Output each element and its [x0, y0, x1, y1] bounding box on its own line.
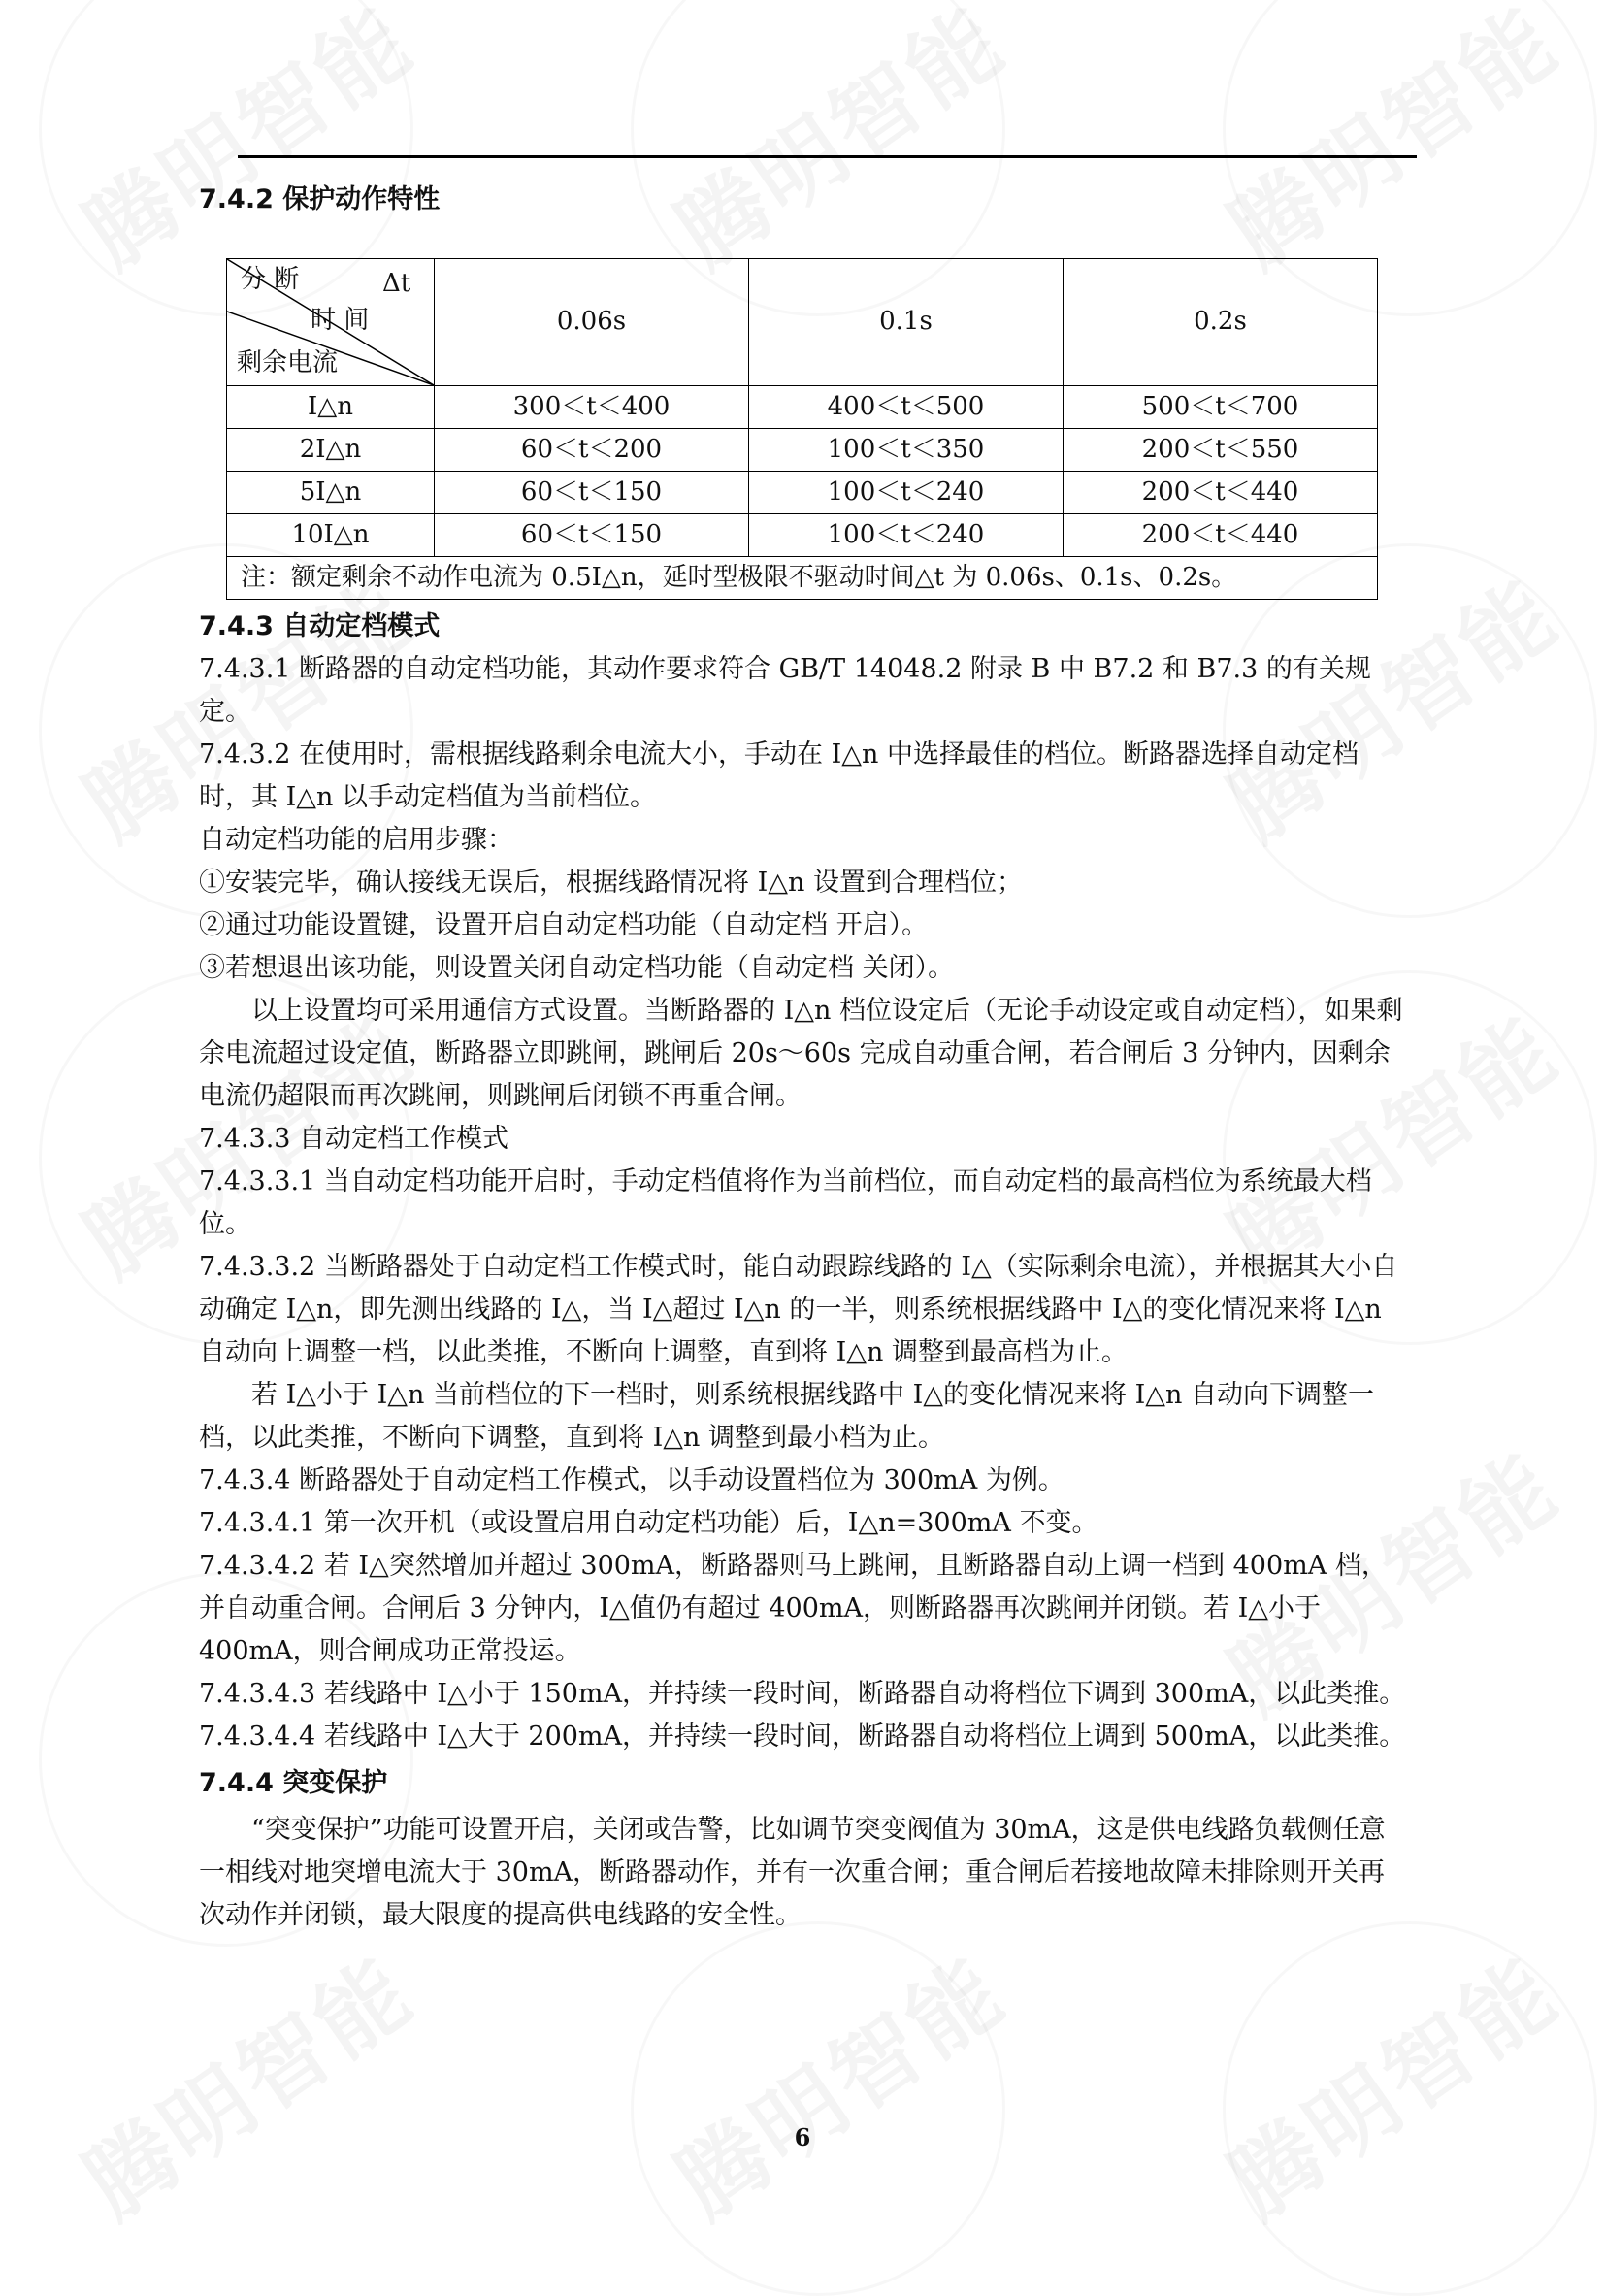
row-label: I△n	[227, 386, 435, 429]
paragraph: 若 I△小于 I△n 当前档位的下一档时，则系统根据线路中 I△的变化情况来将 I△n 自动向下调整一档，以此类推，不断向下调整，直到将 I△n 调整到最小档为止。	[199, 1380, 1374, 1453]
table-row	[227, 386, 1378, 429]
section-heading-7-4-3: 7.4.3 自动定档模式	[199, 611, 441, 641]
table-row	[227, 514, 1378, 557]
corner-label-time: 时 间	[311, 306, 370, 335]
header-rule	[238, 155, 1417, 158]
table-note-row	[227, 557, 1378, 600]
section-heading-7-4-4: 7.4.4 突变保护	[199, 1768, 388, 1798]
section-heading-7-4-2: 7.4.2 保护动作特性	[199, 184, 441, 214]
corner-label-break: 分 断	[241, 265, 300, 294]
protection-characteristics-table	[226, 258, 1378, 600]
column-header: 0.2s	[1063, 259, 1377, 386]
paragraph: 7.4.3.4 断路器处于自动定档工作模式，以手动设置档位为 300mA 为例。	[199, 1465, 1065, 1495]
diagonal-corner-cell	[227, 259, 435, 386]
paragraph: 7.4.3.1 断路器的自动定档功能，其动作要求符合 GB/T 14048.2 附录 B 中 B7.2 和 B7.3 的有关规定。	[199, 654, 1371, 727]
paragraph: 以上设置均可采用通信方式设置。当断路器的 I△n 档位设定后（无论手动设定或自动定档），如果剩余电流超过设定值，断路器立即跳闸，跳闸后 20s～60s 完成自动重合闸，若合闸后 3 分钟内，因剩余电流仍超限而再次跳闸，则跳闸后闭锁不再重合闸。	[199, 996, 1403, 1111]
paragraph: 7.4.3.4.2 若 I△突然增加并超过 300mA，断路器则马上跳闸，且断路器自动上调一档到 400mA 档，并自动重合闸。合闸后 3 分钟内，I△值仍有超过 400mA，则断路器再次跳闸并闭锁。若 I△小于 400mA，则合闸成功正常投运。	[199, 1551, 1388, 1666]
row-label: 10I△n	[227, 514, 435, 557]
table-cell: 300＜t＜400	[435, 386, 749, 429]
table-row	[227, 472, 1378, 514]
column-header: 0.06s	[435, 259, 749, 386]
step-item: ③若想退出该功能，则设置关闭自动定档功能（自动定档 关闭）。	[199, 953, 955, 983]
table-cell: 200＜t＜550	[1063, 429, 1377, 472]
paragraph: 7.4.3.4.4 若线路中 I△大于 200mA，并持续一段时间，断路器自动将档位上调到 500mA，以此类推。	[199, 1722, 1406, 1752]
corner-label-delta-t: Δt	[382, 269, 411, 298]
table-cell: 60＜t＜150	[435, 514, 749, 557]
table-note: 注：额定剩余不动作电流为 0.5I△n，延时型极限不驱动时间△t 为 0.06s、0.1s、0.2s。	[227, 557, 1378, 600]
table-cell: 400＜t＜500	[748, 386, 1063, 429]
column-header: 0.1s	[748, 259, 1063, 386]
table-cell: 100＜t＜240	[748, 472, 1063, 514]
paragraph: 7.4.3.4.1 第一次开机（或设置启用自动定档功能）后，I△n=300mA 不变。	[199, 1508, 1098, 1538]
row-label: 5I△n	[227, 472, 435, 514]
paragraph: “突变保护”功能可设置开启，关闭或告警，比如调节突变阀值为 30mA，这是供电线路负载侧任意一相线对地突增电流大于 30mA，断路器动作，并有一次重合闸；重合闸后若接地故障未排除则开关再次动作并闭锁，最大限度的提高供电线路的安全性。	[199, 1815, 1386, 1930]
table-cell: 100＜t＜240	[748, 514, 1063, 557]
steps-title: 自动定档功能的启用步骤：	[199, 825, 513, 855]
table-cell: 500＜t＜700	[1063, 386, 1377, 429]
table-cell: 100＜t＜350	[748, 429, 1063, 472]
paragraph: 7.4.3.3 自动定档工作模式	[199, 1124, 509, 1154]
step-item: ①安装完毕，确认接线无误后，根据线路情况将 I△n 设置到合理档位；	[199, 868, 1023, 898]
step-item: ②通过功能设置键，设置开启自动定档功能（自动定档 开启）。	[199, 910, 929, 940]
watermark	[1200, 1923, 1579, 2242]
watermark	[647, 1923, 1026, 2242]
table-cell: 60＜t＜150	[435, 472, 749, 514]
table-cell: 60＜t＜200	[435, 429, 749, 472]
paragraph: 7.4.3.2 在使用时，需根据线路剩余电流大小，手动在 I△n 中选择最佳的档位。断路器选择自动定档时，其 I△n 以手动定档值为当前档位。	[199, 739, 1359, 812]
table-cell: 200＜t＜440	[1063, 472, 1377, 514]
page-content	[199, 179, 1407, 1937]
table-row	[227, 429, 1378, 472]
watermark	[55, 1923, 434, 2242]
table-cell: 200＜t＜440	[1063, 514, 1377, 557]
table-header-row	[227, 259, 1378, 386]
page-number: 6	[794, 2123, 811, 2151]
row-label: 2I△n	[227, 429, 435, 472]
paragraph: 7.4.3.4.3 若线路中 I△小于 150mA，并持续一段时间，断路器自动将档位下调到 300mA，以此类推。	[199, 1679, 1406, 1709]
corner-label-residual-current: 剩余电流	[237, 348, 339, 377]
paragraph: 7.4.3.3.2 当断路器处于自动定档工作模式时，能自动跟踪线路的 I△（实际剩余电流），并根据其大小自动确定 I△n，即先测出线路的 I△，当 I△超过 I△n 的一半，则系统根据线路中 I△的变化情况来将 I△n 自动向上调整一档，以此类推，不断向上调整，直到将 I△n 调整到最高档为止。	[199, 1252, 1398, 1367]
paragraph: 7.4.3.3.1 当自动定档功能开启时，手动定档值将作为当前档位，而自动定档的最高档位为系统最大档位。	[199, 1166, 1372, 1239]
